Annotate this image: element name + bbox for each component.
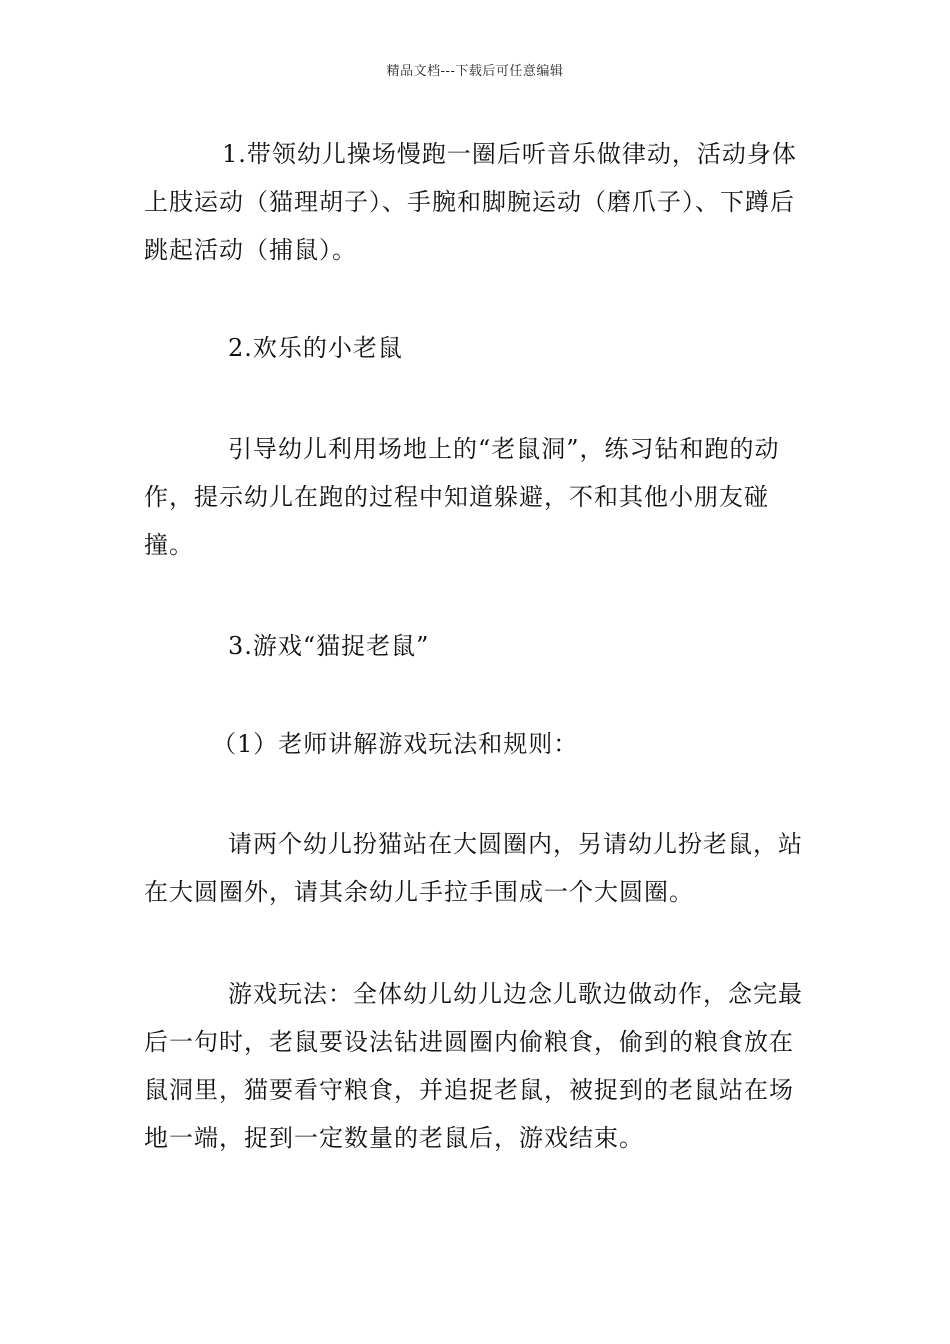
paragraph-setup: 请两个幼儿扮猫站在大圆圈内，另请幼儿扮老鼠，站在大圆圈外，请其余幼儿手拉手围成一个大圆圈。 <box>144 830 803 906</box>
paragraph-section-2-heading: 2.欢乐的小老鼠 <box>228 334 403 362</box>
paragraph-section-3-heading: 3.游戏“猫捉老鼠” <box>228 632 430 660</box>
paragraph-mouse-hole-practice: 引导幼儿利用场地上的“老鼠洞”，练习钻和跑的动作，提示幼儿在跑的过程中知道躲避，不和其他小朋友碰撞。 <box>144 435 780 559</box>
document-body <box>144 130 808 1162</box>
page-header: 精品文档---下载后可任意编辑 <box>386 64 564 79</box>
paragraph-rules-heading: （1）老师讲解游戏玩法和规则： <box>212 730 579 758</box>
paragraph-gameplay: 游戏玩法：全体幼儿幼儿边念儿歌边做动作，念完最后一句时，老鼠要设法钻进圆圈内偷粮食，偷到的粮食放在鼠洞里，猫要看守粮食，并追捉老鼠，被捉到的老鼠站在场地一端，捉到一定数量的老鼠后，游戏结束。 <box>144 980 803 1152</box>
paragraph-warmup: 1.带领幼儿操场慢跑一圈后听音乐做律动，活动身体上肢运动（猫理胡子）、手腕和脚腕运动（磨爪子）、下蹲后跳起活动（捕鼠）。 <box>144 140 797 264</box>
